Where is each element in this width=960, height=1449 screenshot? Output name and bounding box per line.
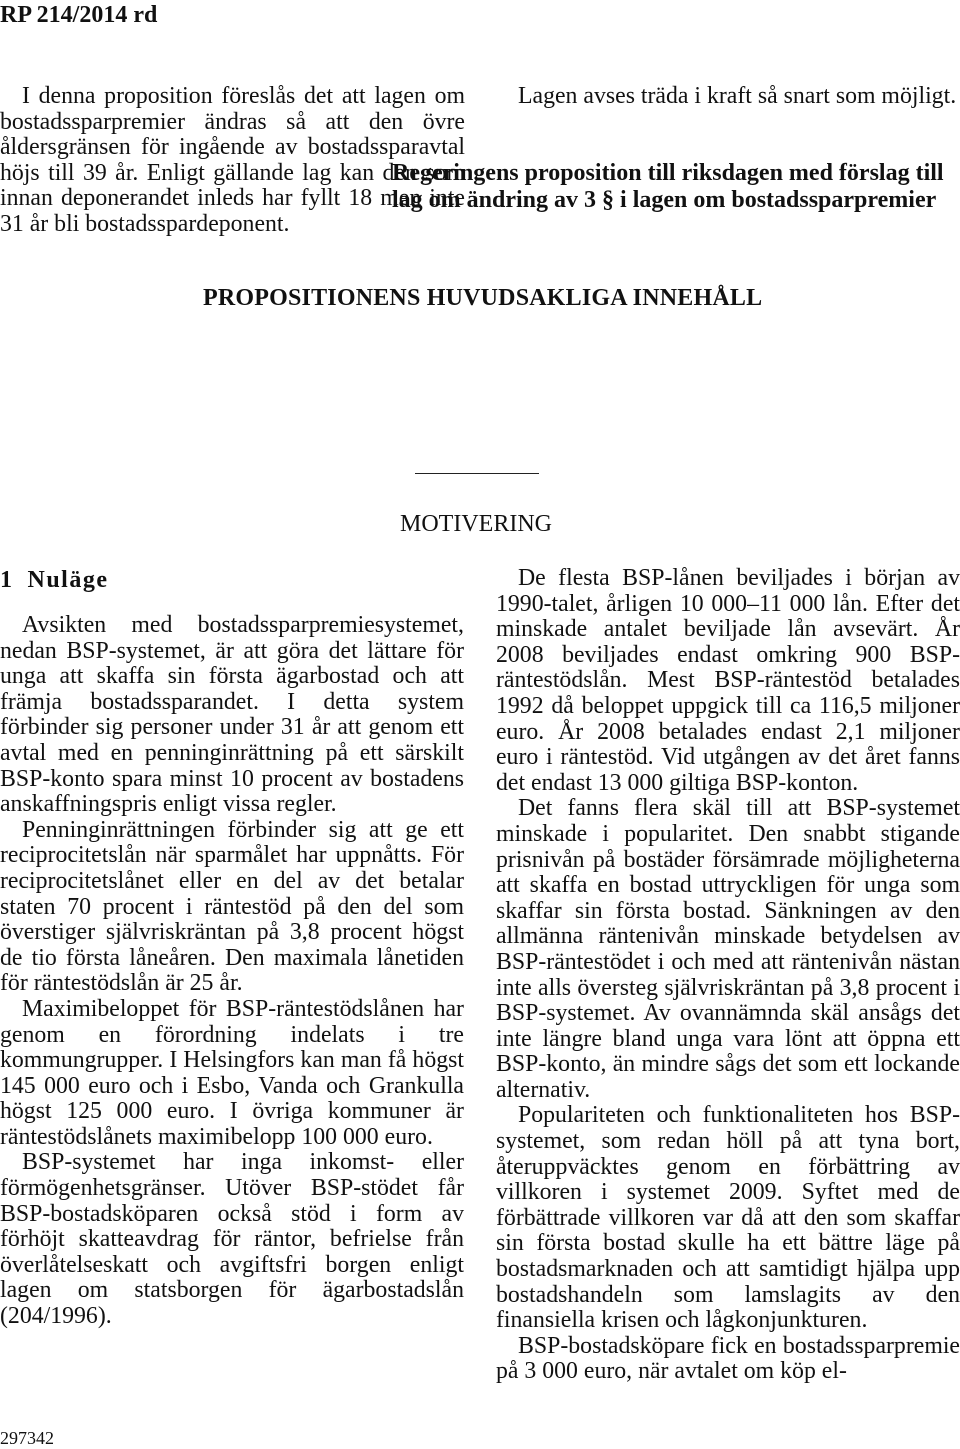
body-paragraph: BSP-bostadsköpare fick en bostadssparpremie på 3 000 euro, när avtalet om köp el- <box>496 1332 960 1385</box>
section-title: Nuläge <box>27 567 109 593</box>
summary-column-left <box>0 84 465 238</box>
section-heading <box>0 566 109 594</box>
body-column-left <box>0 613 464 1330</box>
body-paragraph: Det fanns flera skäl till att BSP-systemet minskade i popularitet. Den snabbt stigande prisnivån på bostäder försämrade möjligheterna att skaffa en bostad uttryckligen för unga som skaffar sin första bostad. Sänkningen av den allmänna räntenivån minskade betydelsen av BSP-räntestödet i och med att räntenivån nästan inte alls översteg självriskräntan på 3,8 procent i BSP-systemet. Av ovannämnda skäl ansågs det inte längre bland unga vara lönt att öppna ett BSP-konto, än mindre sågs det som ett lockande alternativ. <box>496 795 960 1103</box>
body-paragraph: De flesta BSP-lånen beviljades i början av 1990-talet, årligen 10 000–11 000 lån. Efter det minskade antalet beviljade lån avsevärt. År 2008 beviljades endast omkring 900 BSP-räntestödslån. Mest BSP-räntestöd betalades 1992 då beloppet uppgick till ca 116,5 miljoner euro. År 2008 betalades endast 2,1 miljoner euro i räntestöd. Vid utgången av det året fanns det endast 13 000 giltiga BSP-konton. <box>496 565 960 796</box>
body-column-right <box>496 566 960 1385</box>
body-paragraph: BSP-systemet har inga inkomst- eller förmögenhetsgränser. Utöver BSP-stödet får BSP-bostadsköparen också stöd i form av förhöjt skatteavdrag för räntor, befrielse från överlåtelseskatt och avgiftsfri borgen enligt lagen om statsborgen för ägarbostadslån (204/1996). <box>0 1149 464 1330</box>
section-divider <box>415 473 539 474</box>
proposition-title <box>392 160 960 214</box>
title-line: lag om ändring av 3 § i lagen om bostadssparpremier <box>392 187 937 213</box>
motivering-heading: MOTIVERING <box>400 511 552 537</box>
body-paragraph: Penninginrättningen förbinder sig att ge ett reciprocitetslån när sparmålet har uppnåtts. För reciprocitetslånet eller en del av det betalar staten 70 procent i räntestöd på den del som överstiger självriskräntan på 3,8 procent högst de tio första låneåren. Den maximala lånetiden för räntestödslån är 25 år. <box>0 816 464 997</box>
body-paragraph: Avsikten med bostadssparpremiesystemet, nedan BSP-systemet, är att göra det lättare för unga att skaffa sin första ägarbostad och att främja bostadssparandet. I detta system förbinder sig personer under 31 år att genom ett avtal med en penninginrättning på ett särskilt BSP-konto spara minst 10 procent av bostadens anskaffningspris enligt vissa regler. <box>0 612 464 818</box>
page-number: 297342 <box>0 1428 54 1448</box>
title-line: Regeringens proposition till riksdagen med förslag till <box>392 160 944 186</box>
summary-column-right <box>496 84 960 110</box>
summary-paragraph: Lagen avses träda i kraft så snart som möjligt. <box>518 83 957 109</box>
body-paragraph: Populariteten och funktionaliteten hos BSP-systemet, som redan höll på att tyna bort, återuppväcktes genom en förbättring av villkoren i systemet 2009. Syftet med de förbättrade villkoren var då att den som skaffar sin första bostad skulle ha ett bättre läge på bostadsmarknaden och att samtidigt hjälpa upp bostadshandeln som lamslagits av den finansiella krisen och lågkonjunkturen. <box>496 1102 960 1334</box>
summary-paragraph: I denna proposition föreslås det att lagen om bostadssparpremier ändras så att den övre åldersgränsen för ingående av bostadssparavtal höjs till 39 år. Enligt gällande lag kan den som innan deponerandet inleds har fyllt 18 men inte 31 år bli bostadsspardeponent. <box>0 83 465 237</box>
section-number: 1 <box>0 567 14 593</box>
summary-heading: PROPOSITIONENS HUVUDSAKLIGA INNEHÅLL <box>203 285 763 311</box>
body-paragraph: Maximibeloppet för BSP-räntestödslånen har genom en förordning indelats i tre kommungrupper. I Helsingfors kan man få högst 145 000 euro och i Esbo, Vanda och Grankulla högst 125 000 euro. I övriga kommuner är räntestödslånets maximibelopp 100 000 euro. <box>0 995 464 1150</box>
document-id: RP 214/2014 rd <box>0 2 158 28</box>
